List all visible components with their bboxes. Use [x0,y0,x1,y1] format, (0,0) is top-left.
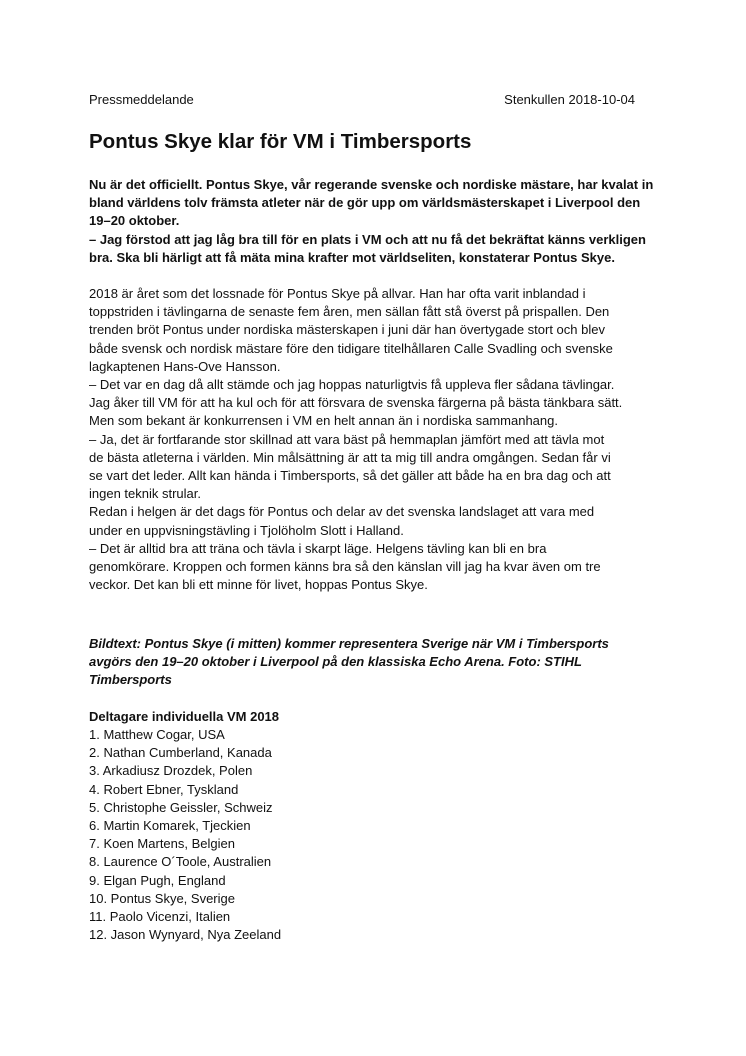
list-item: 12. Jason Wynyard, Nya Zeeland [89,927,282,943]
body-line: Redan i helgen är det dags för Pontus och delar av det svenska landslaget att vara med [89,504,595,520]
body-line: Men som bekant är konkurrensen i VM en helt annan än i nordiska sammanhang. [89,413,558,429]
place-and-date: Stenkullen 2018-10-04 [504,92,635,107]
body-line: under en uppvisningstävling i Tjolöholm Slott i Halland. [89,522,404,538]
lead-line: bra. Ska bli härligt att få mäta mina krafter mot världseliten, konstaterar Pontus Skye. [89,249,615,265]
page-title: Pontus Skye klar för VM i Timbersports [89,130,472,153]
lead-line: – Jag förstod att jag låg bra till för en plats i VM och att nu få det bekräftat känns verkligen [89,231,646,247]
participants-list [89,726,669,944]
body-line: de bästa atleterna i världen. Min målsättning är att ta mig till andra omgången. Sedan får vi [89,449,611,465]
body-line: genomkörare. Kroppen och formen känns bra så den känslan vill jag ha kvar även om tre [89,559,601,575]
body-line: ingen teknik strular. [89,486,202,502]
lead-line: Nu är det officiellt. Pontus Skye, vår regerande svenske och nordiske mästare, har kvalat in [89,177,654,192]
list-item: 10. Pontus Skye, Sverige [89,890,235,906]
caption-line: Bildtext: Pontus Skye (i mitten) kommer representera Sverige när VM i Timbersports [89,636,609,651]
body-line: både svensk och nordisk mästare före den tidigare titelhållaren Calle Svadling och svenske [89,340,613,356]
body-line: – Det var en dag då allt stämde och jag hoppas naturligtvis få uppleva fler sådana tävlingar. [89,377,615,393]
list-item: 8. Laurence O´Toole, Australien [89,854,272,870]
body-text [89,285,669,594]
list-item: 1. Matthew Cogar, USA [89,727,225,742]
list-item: 7. Koen Martens, Belgien [89,836,235,852]
body-line: lagkaptenen Hans-Ove Hansson. [89,358,281,374]
lead-paragraph [89,176,669,267]
list-item: 9. Elgan Pugh, England [89,872,226,888]
list-item: 4. Robert Ebner, Tyskland [89,781,239,797]
document-type-label: Pressmeddelande [89,92,194,107]
body-line: – Det är alltid bra att träna och tävla i skarpt läge. Helgens tävling kan bli en bra [89,540,547,556]
lead-line: bland världens tolv främsta atleter när de gör upp om världsmästerskapet i Liverpool den [89,195,641,211]
body-line: Jag åker till VM för att ha kul och för att försvara de svenska färgerna på bästa tänkbara sätt. [89,395,623,411]
list-item: 5. Christophe Geissler, Schweiz [89,799,273,815]
caption-line: avgörs den 19–20 oktober i Liverpool på den klassiska Echo Arena. Foto: STIHL [89,654,582,670]
body-line: trenden bröt Pontus under nordiska mästerskapen i juni där han övertygade stort och blev [89,322,605,338]
list-item: 6. Martin Komarek, Tjeckien [89,818,251,834]
list-item: 3. Arkadiusz Drozdek, Polen [89,763,253,779]
lead-line: 19–20 oktober. [89,213,180,229]
body-line: veckor. Det kan bli ett minne för livet, hoppas Pontus Skye. [89,577,428,593]
participants-heading: Deltagare individuella VM 2018 [89,709,280,724]
body-line: se vart det leder. Allt kan hända i Timbersports, så det gäller att både ha en bra dag och att [89,468,611,484]
body-line: toppstriden i tävlingarna de senaste fem åren, men sällan fått stå överst på prispallen. Den [89,304,610,320]
list-item: 11. Paolo Vicenzi, Italien [89,909,231,925]
body-line: 2018 är året som det lossnade för Pontus Skye på allvar. Han har ofta varit inblandad i [89,286,586,301]
photo-caption [89,635,669,690]
body-line: – Ja, det är fortfarande stor skillnad att vara bäst på hemmaplan jämfört med att tävla mot [89,431,605,447]
list-item: 2. Nathan Cumberland, Kanada [89,745,272,761]
caption-line: Timbersports [89,672,172,688]
